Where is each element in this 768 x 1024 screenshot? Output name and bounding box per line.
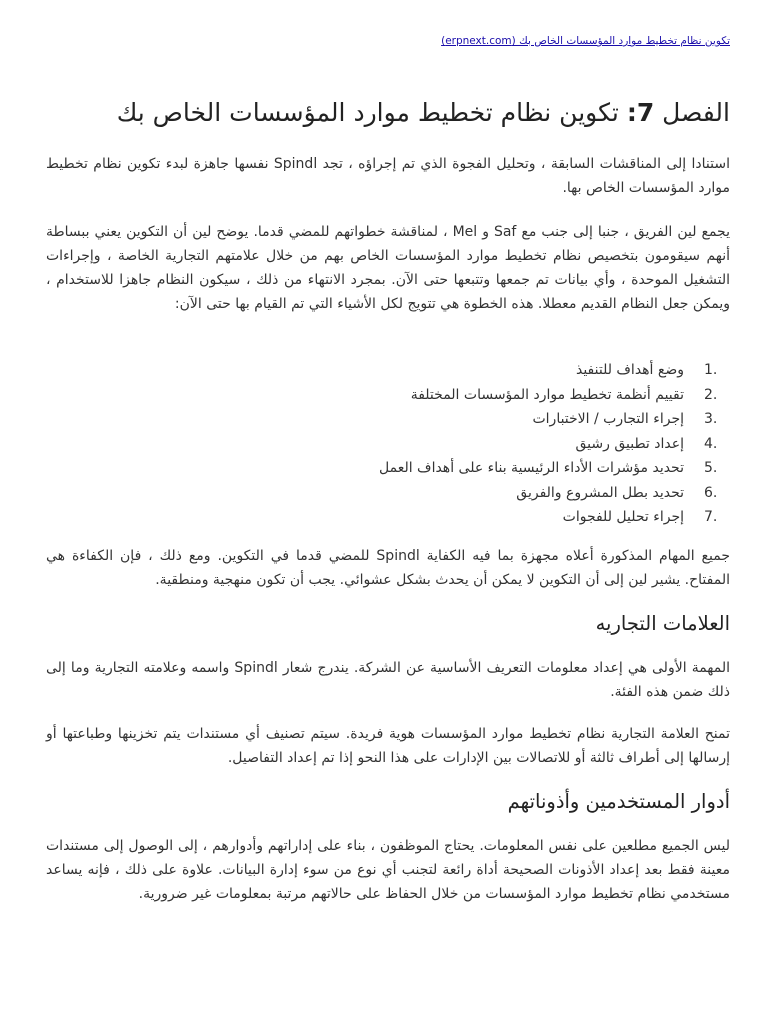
- list-item: [46, 432, 730, 457]
- list-item-text: تحديد بطل المشروع والفريق: [516, 484, 684, 501]
- steps-list: [46, 358, 730, 530]
- list-item-number: 6.: [704, 484, 718, 501]
- intro-paragraph-1: استنادا إلى المناقشات السابقة ، وتحليل الفجوة الذي تم إجراؤه ، تجد Spindl نفسها جاهزة لبدء تكوين نظام تخطيط موارد المؤسسات الخاص بها.: [46, 156, 730, 196]
- list-item: [46, 358, 730, 383]
- section-heading-branding: العلامات التجاريه: [595, 612, 730, 635]
- list-item: [46, 407, 730, 432]
- list-item-text: وضع أهداف للتنفيذ: [575, 362, 684, 378]
- list-item: [46, 481, 730, 506]
- after-list-paragraph: جميع المهام المذكورة أعلاه مجهزة بما فيه الكفاية Spindl للمضي قدما في التكوين. ومع ذلك ، فإن الكفاءة هي المفتاح. يشير لين إلى أن التكوين لا يمكن أن يحدث بشكل عشوائي. يجب أن تكون منهجية ومنطقية.: [46, 548, 730, 588]
- list-item-number: 3.: [704, 411, 718, 427]
- branding-paragraph-2: تمنح العلامة التجارية نظام تخطيط موارد المؤسسات هوية فريدة. سيتم تصنيف أي مستندات يتم تخزينها وطباعتها أو إرسالها إلى أطراف ثالثة أو للاتصالات بين الإدارات على هذا النحو إذا تم إعداد التفاصيل.: [46, 726, 730, 766]
- list-item-number: 5.: [704, 460, 718, 476]
- list-item: [46, 383, 730, 408]
- list-item-text: تقييم أنظمة تخطيط موارد المؤسسات المختلفة: [410, 386, 684, 403]
- list-item-number: 2.: [704, 386, 718, 403]
- list-item: [46, 505, 730, 530]
- list-item-number: 7.: [704, 509, 718, 525]
- list-item-text: إعداد تطبيق رشيق: [575, 435, 684, 452]
- chapter-title: [46, 98, 730, 127]
- branding-paragraph-1: المهمة الأولى هي إعداد معلومات التعريف الأساسية عن الشركة. يندرج شعار Spindl واسمه وعلامته التجارية وما إلى ذلك ضمن هذه الفئة.: [46, 660, 730, 700]
- list-item: [46, 456, 730, 481]
- list-item-text: تحديد مؤشرات الأداء الرئيسية بناء على أهداف العمل: [379, 460, 684, 476]
- roles-paragraph-1: ليس الجميع مطلعين على نفس المعلومات. يحتاج الموظفون ، بناء على إداراتهم وأدوارهم ، إلى الوصول إلى مستندات معينة فقط بعد إعداد الأذونات الصحيحة أداة رائعة لتجنب أي نوع من سوء إدارة البيانات. علاوة على ذلك ، فإنه يساعد مستخدمي نظام تخطيط موارد المؤسسات من خلال الحفاظ على حالاتهم مرتبة بمعلومات غير ضرورية.: [46, 838, 730, 902]
- chapter-title-text: تكوين نظام تخطيط موارد المؤسسات الخاص بك: [116, 98, 619, 127]
- chapter-prefix: الفصل: [662, 98, 730, 127]
- section-heading-roles: أدوار المستخدمين وأذوناتهم: [507, 790, 730, 813]
- source-link[interactable]: تكوين نظام تخطيط موارد المؤسسات الخاص بك (erpnext.com): [441, 35, 730, 47]
- list-item-number: 4.: [704, 435, 718, 452]
- chapter-number: 7:: [626, 98, 655, 127]
- list-item-number: 1.: [704, 362, 718, 378]
- list-item-text: إجراء التجارب / الاختبارات: [532, 411, 684, 427]
- list-item-text: إجراء تحليل للفجوات: [562, 509, 684, 525]
- intro-paragraph-2: يجمع لين الفريق ، جنبا إلى جنب مع Saf و Mel ، لمناقشة خطواتهم للمضي قدما. يوضح لين أن التكوين يعني ببساطة أنهم سيقومون بتخصيص نظام تخطيط موارد المؤسسات الخاص بهم من خلال علامتهم التجارية الخاصة ، وإجراءات التشغيل الموحدة ، وأي بيانات تم جمعها وتتبعها حتى الآن. بمجرد الانتهاء من ذلك ، سيكون النظام جاهزا للاستخدام ، ويمكن جعل النظام القديم معطلا. هذه الخطوة هي تتويج لكل الأشياء التي تم القيام بها حتى الآن:: [46, 224, 730, 312]
